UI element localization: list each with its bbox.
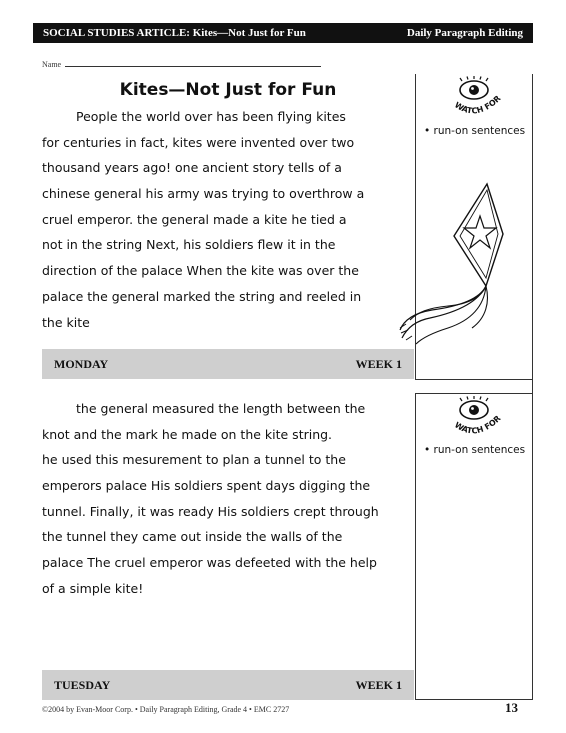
text-line: not in the string Next, his soldiers flew it in the [42,237,336,253]
name-line [65,66,321,67]
watch-for-icon [442,76,512,126]
header-title: SOCIAL STUDIES ARTICLE: Kites—Not Just for Fun [43,27,306,39]
text-line: thousand years ago! one ancient story tells of a [42,160,342,176]
watch-for-tip: • run-on sentences [424,125,526,137]
header-bar [33,23,533,43]
name-row [42,57,321,69]
text-line: emperors palace His soldiers spent days digging the [42,478,371,494]
week-label: WEEK 1 [355,677,402,692]
monday-paragraph [42,104,364,335]
text-line: knot and the mark he made on the kite string. [42,426,333,442]
text-line: the tunnel they came out inside the walls of the [42,529,343,545]
text-line: tunnel. Finally, it was ready His soldiers crept through [42,503,379,519]
watch-for-tip: • run-on sentences [424,444,526,456]
week-label: WEEK 1 [355,356,402,371]
name-label: Name [42,60,62,69]
page-number: 13 [505,700,518,715]
watch-for-label: WATCH FOR [452,93,503,116]
text-line: palace the general marked the string and reeled in [42,288,362,304]
text-line: the general measured the length between the [76,401,366,416]
text-line: he used this mesurement to plan a tunnel to the [42,452,346,468]
tuesday-divider-vertical [415,393,416,700]
monday-bar [42,349,414,379]
day-label: TUESDAY [54,677,111,692]
footer-copyright: ©2004 by Evan-Moor Corp. • Daily Paragraph Editing, Grade 4 • EMC 2727 [42,705,290,714]
text-line: direction of the palace When the kite was over the [42,263,359,279]
header-book-title: Daily Paragraph Editing [406,27,523,39]
text-line: the kite [42,314,90,330]
text-line: of a simple kite! [42,580,144,596]
text-line: palace The cruel emperor was defeeted with the help [42,555,377,571]
text-line: People the world over has been flying kites [76,109,346,124]
watch-for-label: WATCH FOR [452,413,503,436]
tuesday-paragraph [42,396,379,602]
text-line: cruel emperor. the general made a kite he tied a [42,211,347,227]
watch-for-icon [442,396,512,446]
tuesday-bar [42,670,414,700]
text-line: chinese general his army was trying to overthrow a [42,186,365,202]
article-title: Kites—Not Just for Fun [119,80,337,100]
text-line: for centuries in fact, kites were invented over two [42,134,355,150]
page-right-border [532,74,533,700]
day-label: MONDAY [54,356,109,371]
section-separator-top [415,393,533,394]
kite-illustration [392,178,522,348]
section-separator [415,379,533,380]
